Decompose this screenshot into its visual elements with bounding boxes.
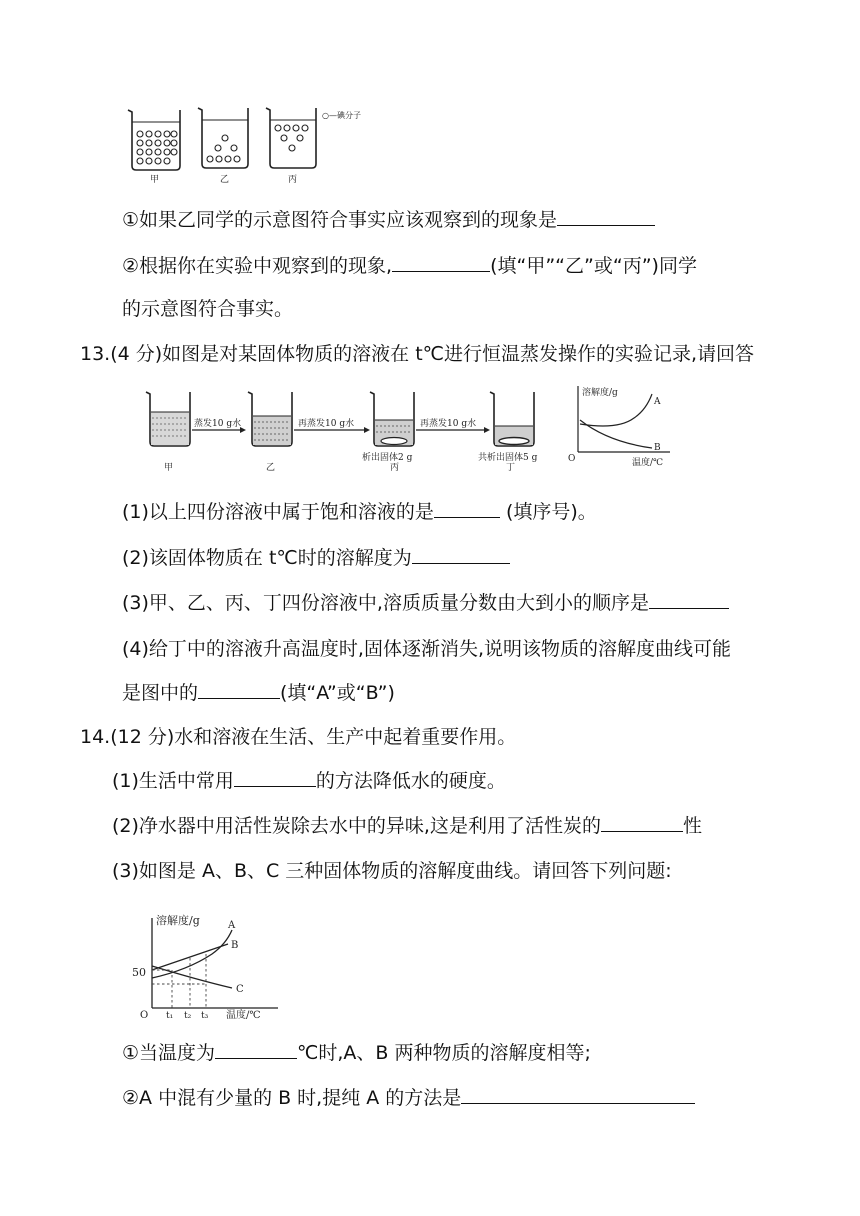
x-tick-t2: t₂	[184, 1011, 192, 1020]
q14-s1-text: ①当温度为	[122, 1042, 216, 1064]
answer-blank[interactable]	[649, 590, 729, 609]
graph-xlabel: 温度/℃	[226, 1010, 261, 1020]
q13-q4: (4)给丁中的溶液升高温度时,固体逐渐消失,说明该物质的溶解度曲线可能	[122, 638, 731, 660]
q13-q1-text: (1)以上四份溶液中属于饱和溶液的是	[122, 501, 434, 523]
note-d: 共析出固体5 g	[478, 453, 538, 463]
q13-q4-cont	[122, 680, 395, 706]
label-c: 丙	[390, 463, 400, 473]
q12-item2-tail: (填“甲”“乙”或“丙”)同学	[490, 255, 697, 277]
q12-item1-text: ①如果乙同学的示意图符合事实应该观察到的现象是	[122, 209, 558, 231]
graph-ylabel: 溶解度/g	[582, 388, 618, 398]
q14-q2	[112, 813, 702, 839]
q14-s1	[122, 1040, 591, 1066]
note-c: 析出固体2 g	[362, 453, 413, 463]
graph-ylabel: 溶解度/g	[156, 914, 200, 927]
answer-blank[interactable]	[557, 207, 655, 226]
answer-blank[interactable]	[461, 1085, 695, 1104]
label-d: 丁	[506, 463, 516, 473]
solubility-graph-ab	[568, 386, 670, 468]
label-jia: 甲	[150, 175, 160, 184]
graph-xlabel: 温度/℃	[632, 458, 664, 468]
beaker-d	[490, 392, 534, 446]
answer-blank[interactable]	[434, 499, 500, 518]
label-bing: 丙	[288, 175, 298, 184]
answer-blank[interactable]	[215, 1040, 297, 1059]
curve-b-label: B	[231, 940, 239, 951]
beaker-b	[248, 392, 292, 446]
label-yi: 乙	[220, 175, 230, 184]
q14-q1-text: (1)生活中常用	[112, 770, 234, 792]
q13-q2	[122, 545, 510, 571]
q14-q1-tail: 的方法降低水的硬度。	[315, 770, 506, 792]
q14-q3: (3)如图是 A、B、C 三种固体物质的溶解度曲线。请回答下列问题:	[112, 860, 672, 882]
q14-s2-text: ②A 中混有少量的 B 时,提纯 A 的方法是	[122, 1087, 462, 1109]
q14-stem: 14.(12 分)水和溶液在生活、生产中起着重要作用。	[80, 726, 517, 748]
arrow2-label: 再蒸发10 g水	[298, 419, 355, 429]
legend-iodine: ○—碘分子	[322, 111, 361, 120]
answer-blank[interactable]	[412, 545, 510, 564]
y-tick-50: 50	[132, 966, 146, 979]
q14-q2-text: (2)净水器中用活性炭除去水中的异味,这是利用了活性炭的	[112, 815, 601, 837]
curve-a	[152, 930, 232, 978]
x-tick-t1: t₁	[166, 1011, 174, 1020]
curve-c-label: C	[236, 984, 244, 995]
label-a: 甲	[164, 463, 174, 473]
q13-q3-text: (3)甲、乙、丙、丁四份溶液中,溶质质量分数由大到小的顺序是	[122, 592, 649, 614]
q13-q1-tail: (填序号)。	[499, 501, 597, 523]
beaker-jia	[128, 110, 180, 170]
curve-a-label: A	[228, 920, 236, 931]
arrow3-label: 再蒸发10 g水	[420, 419, 477, 429]
label-b: 乙	[266, 463, 276, 473]
answer-blank[interactable]	[234, 768, 316, 787]
q13-q3	[122, 590, 729, 616]
q12-item1	[122, 207, 655, 233]
evaporation-figure	[140, 386, 680, 474]
q13-stem: 13.(4 分)如图是对某固体物质的溶液在 t℃进行恒温蒸发操作的实验记录,请回答	[80, 343, 755, 365]
q13-q2-text: (2)该固体物质在 t℃时的溶解度为	[122, 547, 412, 569]
q13-q4-cont-tail: (填“A”或“B”)	[280, 682, 395, 704]
curve-b-label: B	[654, 443, 661, 453]
q13-q4-cont-text: 是图中的	[122, 682, 199, 704]
q12-item2-cont: 的示意图符合事实。	[122, 298, 294, 320]
answer-blank[interactable]	[392, 253, 490, 272]
q14-s2	[122, 1085, 695, 1111]
curve-a-label: A	[654, 397, 661, 407]
curve-b	[580, 420, 652, 448]
iodine-beakers-figure	[122, 100, 382, 184]
beaker-yi	[198, 108, 248, 168]
q12-item2-text: ②根据你在实验中观察到的现象,	[122, 255, 393, 277]
x-tick-t3: t₃	[201, 1011, 209, 1020]
q14-s1-tail: ℃时,A、B 两种物质的溶解度相等;	[297, 1042, 591, 1064]
answer-blank[interactable]	[198, 680, 280, 699]
solubility-graph-abc	[128, 910, 298, 1020]
curve-a	[580, 394, 652, 426]
q12-item2	[122, 253, 697, 279]
graph-origin: O	[568, 454, 576, 464]
answer-blank[interactable]	[601, 813, 683, 832]
beaker-a	[146, 392, 190, 446]
arrow1-label: 蒸发10 g水	[194, 419, 242, 429]
beaker-bing	[266, 108, 316, 168]
curve-c	[152, 966, 232, 988]
beaker-c	[370, 392, 414, 446]
q14-q1	[112, 768, 506, 794]
graph-origin: O	[140, 1010, 149, 1020]
q13-q1	[122, 499, 597, 525]
q14-q2-tail: 性	[682, 815, 702, 837]
